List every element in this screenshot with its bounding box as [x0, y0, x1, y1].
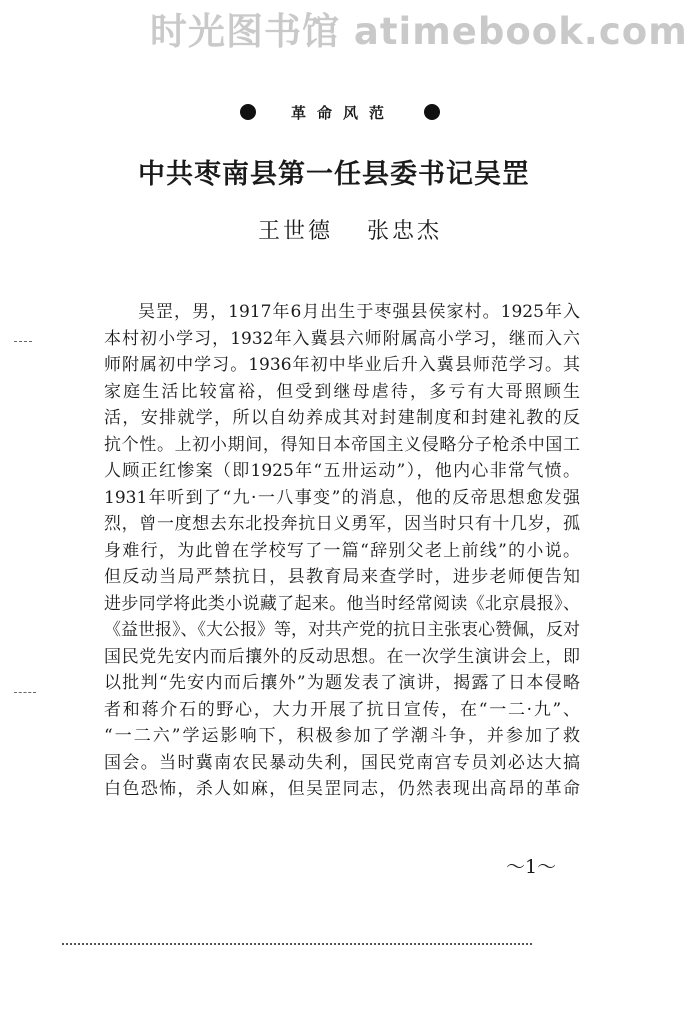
- body-line: “一二六”学运影响下，积极参加了学潮斗争，并参加了救: [104, 726, 580, 746]
- body-line: 师附属初中学习。1936年初中毕业后升入冀县师范学习。其: [104, 355, 580, 375]
- body-line: 1931年听到了“九·一八事变”的消息，他的反帝思想愈发强: [104, 487, 580, 508]
- body-line: 抗个性。上初小期间，得知日本帝国主义侵略分子枪杀中国工: [104, 434, 580, 455]
- body-line: 家庭生活比较富裕，但受到继母虐待，多亏有大哥照顾生: [104, 381, 580, 402]
- body-line: 进步同学将此类小说藏了起来。他当时经常阅读《北京晨报》、: [104, 593, 580, 614]
- bullet-dot-right-icon: [424, 104, 440, 120]
- margin-mark: [14, 341, 32, 343]
- body-line: 活，安排就学，所以自幼养成其对封建制度和封建礼教的反: [104, 408, 580, 428]
- scan-edge-rule: [62, 943, 532, 945]
- body-line: 身难行，为此曾在学校写了一篇“辞别父老上前线”的小说。: [104, 540, 580, 561]
- body-line: 《益世报》、《大公报》等，对共产党的抗日主张衷心赞佩，反对: [104, 620, 580, 640]
- body-line: 国民党先安内而后攘外的反动思想。在一次学生演讲会上，即: [104, 646, 580, 667]
- author-name: 王世德: [258, 219, 334, 244]
- body-line: 本村初小学习，1932年入冀县六师附属高小学习，继而入六: [104, 328, 580, 349]
- body-line: 烈，曾一度想去东北投奔抗日义勇军，因当时只有十几岁，孤: [104, 514, 580, 534]
- body-line: 以批判“先安内而后攘外”为题发表了演讲，揭露了日本侵略: [104, 673, 580, 693]
- body-line: 白色恐怖，杀人如麻，但吴罡同志，仍然表现出高昂的革命: [104, 779, 580, 799]
- body-line: 国会。当时冀南农民暴动失利，国民党南宫专员刘必达大搞: [104, 752, 580, 773]
- body-line: 但反动当局严禁抗日，县教育局来查学时，进步老师便告知: [104, 567, 580, 587]
- article-authors: [258, 214, 442, 245]
- body-line: 者和蒋介石的野心，大力开展了抗日宣传，在“一二·九”、: [104, 699, 580, 720]
- section-label: 革命风范: [290, 103, 395, 122]
- page-number: ～1～: [506, 856, 557, 878]
- article-body: [104, 299, 580, 803]
- section-header: [240, 99, 440, 125]
- watermark-text: 时光图书馆 atimebook.com: [150, 10, 688, 53]
- body-line: 吴罡，男，1917年6月出生于枣强县侯家村。1925年入: [138, 302, 580, 322]
- margin-mark: [14, 692, 36, 694]
- article-title: 中共枣南县第一任县委书记吴罡: [138, 159, 530, 190]
- body-line: 人顾正红惨案（即1925年“五卅运动”），他内心非常气愤。: [104, 461, 580, 481]
- bullet-dot-left-icon: [240, 104, 256, 120]
- author-name: 张忠杰: [367, 219, 443, 244]
